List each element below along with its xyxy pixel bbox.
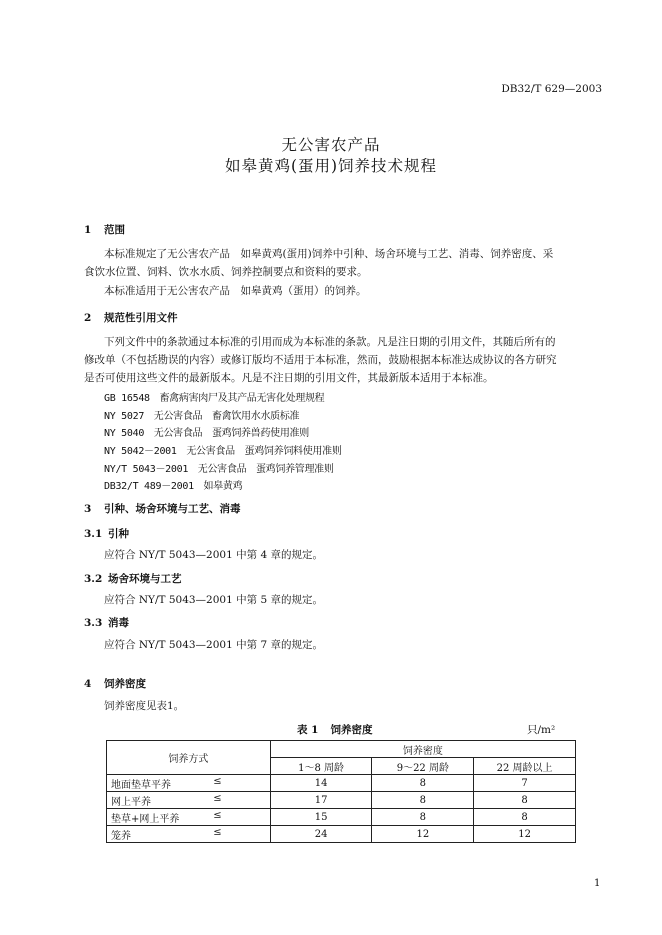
reference-item: DB32/T 489－2001 如皋黄鸡 (104, 481, 243, 492)
value-cell: 7 (474, 775, 576, 792)
table-title: 饲养密度 (330, 724, 373, 736)
section-1-heading (84, 222, 125, 237)
subsection-3-2-heading (84, 571, 182, 586)
method-cell (107, 809, 271, 826)
le-symbol: ≤ (213, 792, 222, 804)
method-label: 笼养 (111, 830, 131, 842)
header-age-col: 1～8 周龄 (270, 758, 372, 775)
method-label: 垫草+网上平养 (111, 813, 180, 825)
standard-code: DB32/T 629—2003 (501, 83, 602, 95)
table-unit: 只/m² (527, 724, 556, 736)
section-number: 2 (84, 312, 92, 324)
method-cell (107, 826, 271, 843)
subsection-3-1-heading (84, 526, 129, 541)
header-age-col: 22 周龄以上 (474, 758, 576, 775)
subsection-number: 3.2 (84, 573, 103, 585)
le-symbol: ≤ (213, 775, 222, 787)
table-row (107, 775, 576, 792)
title-line-2: 如皋黄鸡(蛋用)饲养技术规程 (224, 157, 438, 175)
value-cell: 14 (270, 775, 372, 792)
section-title: 规范性引用文件 (104, 312, 178, 324)
section-2-heading (84, 310, 178, 325)
subsection-title: 场舍环境与工艺 (108, 573, 182, 585)
paragraph: 本标准适用于无公害农产品 如皋黄鸡（蛋用）的饲养。 (104, 285, 367, 297)
section-number: 3 (84, 503, 92, 515)
method-cell (107, 792, 271, 809)
method-cell (107, 775, 271, 792)
page-number: 1 (594, 878, 601, 889)
section-3-heading (84, 501, 241, 516)
paragraph: 是否可使用这些文件的最新版本。凡是不注日期的引用文件，其最新版本适用于本标准。 (84, 372, 494, 384)
value-cell: 8 (372, 775, 474, 792)
section-number: 4 (84, 678, 92, 690)
value-cell: 8 (474, 809, 576, 826)
feeding-density-table (106, 740, 576, 843)
title-line-1: 无公害农产品 (281, 136, 381, 154)
value-cell: 12 (474, 826, 576, 843)
subsection-number: 3.3 (84, 617, 103, 629)
value-cell: 8 (372, 792, 474, 809)
paragraph: 下列文件中的条款通过本标准的引用而成为本标准的条款。凡是注日期的引用文件，其随后所有的 (104, 336, 556, 348)
table-row (107, 826, 576, 843)
reference-item: NY 5027 无公害食品 畜禽饮用水水质标准 (104, 411, 300, 422)
value-cell: 17 (270, 792, 372, 809)
subsection-3-3-heading (84, 615, 129, 630)
value-cell: 15 (270, 809, 372, 826)
section-title: 引种、场舍环境与工艺、消毒 (104, 503, 241, 515)
section-title: 饲养密度 (104, 678, 146, 690)
table-header-row (107, 741, 576, 758)
value-cell: 12 (372, 826, 474, 843)
paragraph: 应符合 NY/T 5043—2001 中第 4 章的规定。 (104, 549, 323, 561)
subsection-number: 3.1 (84, 528, 103, 540)
table-caption (297, 722, 372, 737)
value-cell: 8 (474, 792, 576, 809)
reference-item: NY/T 5043－2001 无公害食品 蛋鸡饲养管理准则 (104, 464, 334, 475)
reference-item: NY 5040 无公害食品 蛋鸡饲养兽药使用准则 (104, 428, 309, 439)
value-cell: 8 (372, 809, 474, 826)
paragraph: 食饮水位置、饲料、饮水水质、饲养控制要点和资料的要求。 (84, 266, 368, 278)
header-density: 饲养密度 (270, 741, 575, 758)
paragraph: 应符合 NY/T 5043—2001 中第 7 章的规定。 (104, 639, 323, 651)
paragraph: 本标准规定了无公害农产品 如皋黄鸡(蛋用)饲养中引种、场舍环境与工艺、消毒、饲养密度、采 (104, 248, 554, 260)
table-row (107, 809, 576, 826)
section-4-heading (84, 676, 146, 691)
section-number: 1 (84, 224, 92, 236)
reference-item: GB 16548 畜禽病害肉尸及其产品无害化处理规程 (104, 393, 325, 404)
method-label: 网上平养 (111, 796, 151, 808)
method-label: 地面垫草平养 (111, 779, 171, 791)
header-age-col: 9～22 周龄 (372, 758, 474, 775)
subsection-title: 引种 (108, 528, 129, 540)
subsection-title: 消毒 (108, 617, 129, 629)
table-number: 表 1 (297, 724, 319, 736)
le-symbol: ≤ (213, 809, 222, 821)
header-method: 饲养方式 (107, 741, 271, 775)
table-row (107, 792, 576, 809)
reference-item: NY 5042－2001 无公害食品 蛋鸡饲养饲料使用准则 (104, 446, 342, 457)
paragraph: 饲养密度见表1。 (104, 700, 185, 712)
paragraph: 应符合 NY/T 5043—2001 中第 5 章的规定。 (104, 594, 323, 606)
section-title: 范围 (104, 224, 125, 236)
le-symbol: ≤ (213, 826, 222, 838)
value-cell: 24 (270, 826, 372, 843)
paragraph: 修改单（不包括勘误的内容）或修订版均不适用于本标准，然而，鼓励根据本标准达成协议的各方研究 (84, 354, 557, 366)
